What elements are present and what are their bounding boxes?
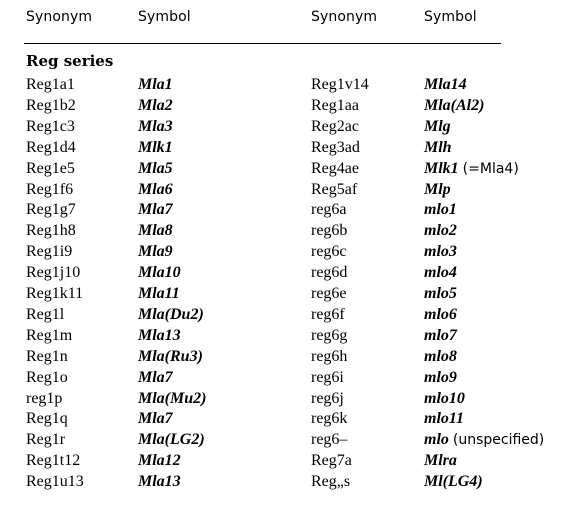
symbol-cell: Mla12 bbox=[138, 452, 181, 470]
table-row bbox=[0, 117, 572, 138]
symbol-cell: Mla(Ru3) bbox=[138, 347, 203, 365]
symbol-cell: mlo7 bbox=[424, 326, 457, 344]
symbol-with-note bbox=[424, 159, 519, 179]
symbol-cell: mlo2 bbox=[424, 222, 457, 240]
synonym-cell: Reg3ad bbox=[311, 138, 360, 156]
synonym-cell: reg6i bbox=[311, 368, 344, 386]
synonym-cell: Reg1o bbox=[26, 368, 68, 386]
symbol-cell: Mla(Du2) bbox=[138, 305, 204, 323]
table-row bbox=[0, 305, 572, 326]
symbol-cell: Mla14 bbox=[424, 76, 467, 93]
synonym-cell: reg6a bbox=[311, 201, 347, 219]
synonym-cell: Reg1u13 bbox=[26, 473, 84, 491]
table-row bbox=[0, 221, 572, 242]
synonym-cell: reg1p bbox=[26, 389, 63, 407]
symbol-cell: mlo6 bbox=[424, 305, 457, 323]
table-row bbox=[0, 451, 572, 472]
synonym-cell: Reg7a bbox=[311, 452, 352, 470]
synonym-cell: Reg1n bbox=[26, 347, 68, 365]
synonym-cell: Reg1q bbox=[26, 410, 68, 428]
synonym-cell: Reg5af bbox=[311, 180, 358, 198]
symbol-cell: mlo bbox=[424, 431, 449, 449]
symbol-cell: Mlg bbox=[424, 117, 451, 135]
header-symbol-left: Symbol bbox=[138, 9, 191, 25]
symbol-cell: Mla7 bbox=[138, 201, 173, 219]
symbol-cell: Mla(Al2) bbox=[424, 96, 485, 114]
table-row bbox=[0, 472, 572, 493]
synonym-cell: Reg2ac bbox=[311, 117, 359, 135]
table-row bbox=[0, 368, 572, 389]
synonym-cell: reg6e bbox=[311, 285, 347, 302]
symbol-cell: Ml(LG4) bbox=[424, 473, 483, 491]
table-row bbox=[0, 409, 572, 430]
synonym-cell: Reg1t12 bbox=[26, 452, 81, 470]
symbol-cell: Mla3 bbox=[138, 117, 173, 135]
symbol-note: (unspecified) bbox=[452, 432, 545, 449]
symbol-note: (=Mla4) bbox=[462, 160, 519, 177]
table-row bbox=[0, 263, 572, 284]
symbol-cell: Mla10 bbox=[138, 264, 181, 282]
synonym-cell: Reg1d4 bbox=[26, 138, 76, 156]
synonym-cell: Reg1i9 bbox=[26, 243, 73, 261]
synonym-cell: Reg1f6 bbox=[26, 180, 74, 198]
table-row bbox=[0, 75, 572, 96]
synonym-cell: Reg1c3 bbox=[26, 117, 75, 135]
synonym-cell: Reg1g7 bbox=[26, 201, 76, 219]
table-row bbox=[0, 138, 572, 159]
synonym-cell: Reg1v14 bbox=[311, 76, 369, 93]
synonym-cell: reg6j bbox=[311, 389, 344, 407]
symbol-cell: Mla2 bbox=[138, 96, 173, 114]
synonym-cell: reg6b bbox=[311, 222, 348, 240]
symbol-cell: Mlh bbox=[424, 138, 452, 156]
synonym-cell: Reg1a1 bbox=[26, 76, 75, 93]
symbol-cell: Mla8 bbox=[138, 222, 173, 240]
symbol-cell: Mlp bbox=[424, 180, 451, 198]
table-row bbox=[0, 159, 572, 180]
table-row bbox=[0, 347, 572, 368]
synonym-cell: reg6– bbox=[311, 431, 348, 449]
header-synonym-left: Synonym bbox=[26, 9, 93, 25]
synonym-cell: reg6c bbox=[311, 243, 347, 261]
symbol-cell: Mla13 bbox=[138, 473, 181, 491]
synonym-cell: Reg1l bbox=[26, 305, 65, 323]
table-row bbox=[0, 326, 572, 347]
synonym-cell: Reg1k11 bbox=[26, 285, 84, 302]
synonym-cell: Reg1e5 bbox=[26, 159, 75, 177]
table-row bbox=[0, 180, 572, 201]
synonym-cell: Reg1r bbox=[26, 431, 66, 449]
table-row bbox=[0, 284, 572, 305]
header-synonym-right: Synonym bbox=[311, 9, 378, 25]
synonym-cell: Reg1m bbox=[26, 326, 73, 344]
symbol-cell: Mla6 bbox=[138, 180, 173, 198]
symbol-cell: Mla7 bbox=[138, 410, 173, 428]
synonym-cell: reg6f bbox=[311, 305, 345, 323]
synonym-cell: Reg1h8 bbox=[26, 222, 76, 240]
synonym-cell: Reg1j10 bbox=[26, 264, 81, 282]
table-row bbox=[0, 242, 572, 263]
symbol-cell: mlo1 bbox=[424, 201, 457, 219]
symbol-cell: Mlk1 bbox=[424, 159, 459, 177]
symbol-cell: mlo3 bbox=[424, 243, 457, 261]
section-label: Reg series bbox=[26, 52, 114, 70]
header-symbol-right: Symbol bbox=[424, 9, 477, 25]
synonym-cell: reg6g bbox=[311, 326, 348, 344]
symbol-cell: mlo9 bbox=[424, 368, 457, 386]
table-row bbox=[0, 389, 572, 410]
symbol-cell: Mla(LG2) bbox=[138, 431, 205, 449]
synonym-cell: reg6d bbox=[311, 264, 348, 282]
table-row bbox=[0, 200, 572, 221]
synonym-cell: reg6k bbox=[311, 410, 348, 428]
symbol-cell: Mlra bbox=[424, 452, 457, 470]
symbol-cell: Mla7 bbox=[138, 368, 173, 386]
table-row bbox=[0, 96, 572, 117]
synonym-cell: Reg„s bbox=[311, 473, 351, 491]
synonym-cell: Reg1b2 bbox=[26, 96, 76, 114]
synonym-cell: Reg1aa bbox=[311, 96, 359, 114]
symbol-cell: Mla13 bbox=[138, 326, 181, 344]
symbol-cell: Mlk1 bbox=[138, 138, 173, 156]
symbol-cell: mlo5 bbox=[424, 285, 457, 302]
symbol-cell: Mla5 bbox=[138, 159, 173, 177]
symbol-cell: Mla1 bbox=[138, 76, 173, 93]
table-row bbox=[0, 430, 572, 451]
synonym-cell: reg6h bbox=[311, 347, 348, 365]
symbol-cell: Mla11 bbox=[138, 285, 180, 302]
symbol-cell: mlo11 bbox=[424, 410, 465, 428]
symbol-cell: mlo4 bbox=[424, 264, 457, 282]
synonym-cell: Reg4ae bbox=[311, 159, 359, 177]
symbol-cell: Mla(Mu2) bbox=[138, 389, 207, 407]
header-rule bbox=[24, 43, 501, 44]
symbol-cell: mlo10 bbox=[424, 389, 465, 407]
symbol-cell: Mla9 bbox=[138, 243, 173, 261]
symbol-cell: mlo8 bbox=[424, 347, 457, 365]
symbol-with-note bbox=[424, 430, 544, 450]
